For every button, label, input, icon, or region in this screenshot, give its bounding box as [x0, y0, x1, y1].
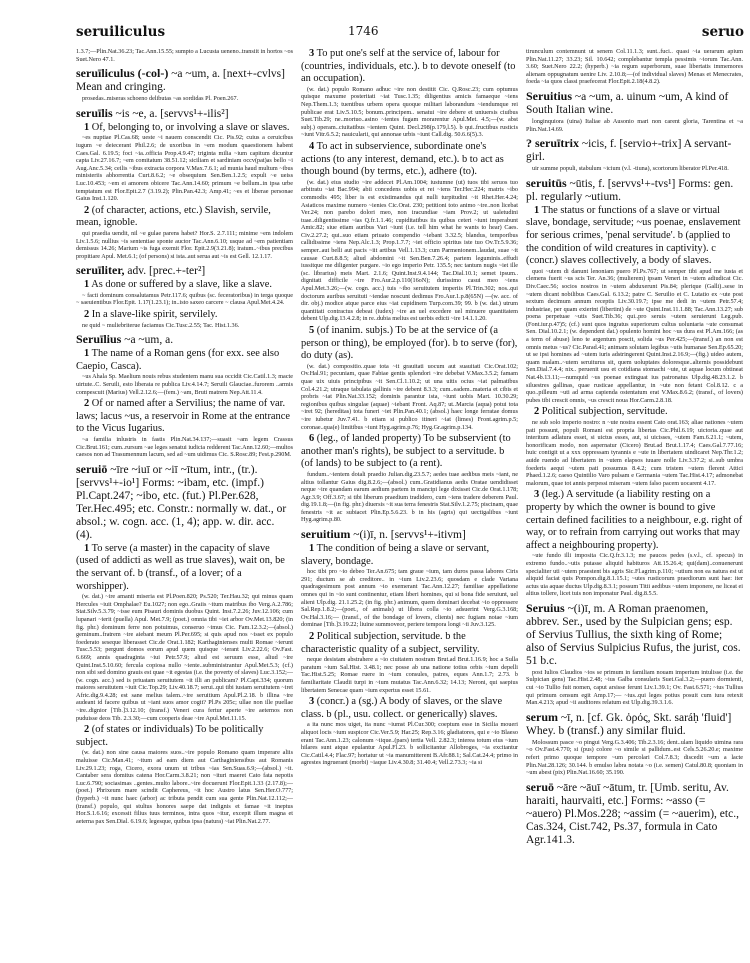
sense-text: The name of a Roman gens (for exx. see also Caepio, Casca).	[76, 348, 280, 372]
citations: quoi ~utem di danunt lenoniam puero Pl.Ps.767; ut semper tibi apud me iusta et clemens fuerit ~us scis Ter. An.36; (mulierem) ipsam Veneri in ~utem adiudicat Cic. Div.Caec.56; socios nostros in ~utem abduxerunt Pis.84; plerique (Galli)..sese in ~utem dicant nobilibus Caes.Gal. 6.13.2; patre C. Seruilio et C. Lutatio ex ~ute post sextum decimum annum receptis Liv.30.19.7; ipse me dedi in ~utem Petr.57.4; industriae, per quam exierint (libertini) de ~ute Quint.Inst.11.1.88; Tac.Ann.13.27; sub poena perpetuae ~utis Suet.Tib.36; qui..pro seruis ~utem seruierunt Leg.pub.(Font.iur.p.47)5; (cf.) sunt quos ingratus superiorum cultus uoluntaria ~ute consumat Sen. Dial.10.2.1; (w. dependent dat.) opulento homini hoc ~us dura est Pl.Am.166; (as a term of abuse) leno te argentum poscit, solida ~us Per.425;—(transf.) an non est omnis metus ~us? Cic.Parad.41; animam solutam legibus ~utis humanae Sen.Ep.65.20; ut se ipsi homines ad ~utem iuris adstringerent Quint.Inst.2.16.9;—(fig.) uideo autem, quam malam..~utem seruiturus sit, quem uoluptates doloresque..alternis possidebunt Sen.Dial.7.4.4; nix.. peruenit usu et cotidiana stomachi ~ute, ut aquae locum obtineat Nat.4b.13.11;—numquid ~us poenae extinguat ius patronatus Ulp.dig.48.23.1.2. b siluestres gallinas, quae rusticae appellantur, in ~ute non fetant Col.8.12. c a quo..pilleum ~uti ad arma capienda ostentatum erat V.Max.8.6.2; (transf., of lovers) pubes tibi crescit omnis, ~us crescit noua Hor.Carm.2.8.18.	[526, 267, 743, 404]
sense-text: (concr.) a (sg.) A body of slaves, or the slave class. b (pl., usu. collect. or generically) slaves.	[301, 696, 503, 720]
entry-headword-line	[526, 90, 743, 117]
headword: Seruīlius	[76, 332, 122, 347]
sense-number: 2	[534, 406, 540, 418]
citations: (w. dat.) eius studio ~ire addecet Pl.Am.1004; iustumne (ut) tuos tibi seruos tuo arbitratu ~iat Bac.994; abii concedens uobis et rei ~iens Ter.Hec.224; matris ~ibo commodis 495; liber is est existimandus qui nulli turpitudini ~it Rhet.Her.4.24; Asiaticos maxime numero ~ienies Cic.Orat. 230; petitioni toto animo ~ire..non licebat Ver.24; non parebo dolori meo, non iracundiae ~iam Prov.2; ut ualetudini tuae..diligentissime ~ias Q.fr.1.1.46; cupiditatibus iis quibus ceteri ~iunt imperabunt Amic.82; siue etiam auribus Vari ~iunt (i.e. tell him what he wants to hear) Caes. Civ.2.27.2; qui..suo etiam priuato compendio ~iebant 3.32.5; blandus, temporibus callidissime ~iens Nep.Alc.1.3; Prop.1.7.7; ~iet officio spiritus iste tuo Ov.Tr.5.9.36; semper..aut belli aut pacis ~iit artibus Vell.1.13.3; cum Parmenionem..laudat, suae ~it causae Curt.8.8.5; aliud abdomini ~it Sen.Ben.7.26.4; partem leguminis..effudi iussitque me diligenter purgare. ~io ego imperio Petr. 135.5; nec tantum nugis ~iet ille (sc. librarius) meis Mart. 2.1.6; Quint.Inst.9.4.144; Tac.Dial.10.1; semet ipsum.. dignitati difficile ~ire Fro.Aur.2.p.110(16oN); durissimo casui meo ~iens Apul.Met.3.26;—(w. cogn. acc.) tuis ~ibo seruitutem imperiis Pl.Trin.302; nos..qui doctorum auribus seruituti ~iendae noscunt dedimus Fro.Aur.1.p.8(65N) —(w. acc. of dir. obj.) modice atque parce eius ~iat cupidinem Turp.com.39; 99. b (w. dat.) utrum quantitati contractus debeat (iudex) ~ire an uel excedere uel minuere quantitatem debent Ulp.dig.13.4.2.8; in re..dubia melius est uerbis edicti ~ire 14.1.1.20.	[301, 178, 518, 323]
entry-headword-line	[526, 711, 743, 738]
citations: ~es nuptiae Pl.Cas.68; ueste ~i nauem conscendit Cic. Pis.92; cuius a ceruicibus iugum ~e deiecerant Phil.2.6; de uxoribus in ~em modum quaestionem habent Caes.Gal. 6.19.5; foci ~ia..officia Prop.4.9.47; triginta milia ~ium capitum dicuntur capta Liv.27.16.7; ~em comitatum 38.51.12; siciliam et sardiniam occv(pat)as bello ~i Aug.Anc.5.34; ceilis ~ibus extracta corpora V.Max.7.6.1; ad munia haud multum ~ibus ministeriis abhorrentia Curt.8.6.2; ~e obsequium Sen.Ben.1.2.5; expuli ~e ueiss Luc.10.453; ~em ei amorem obicere Tac.Ann.14.60; primum ~e bellum..in ipsa urbe temptatum est Flor.Epit.2.7 (3.19.2); Plin.Pan.42.3; Amp.41; ~es et liberae personae Gaius Inst.1.120.	[76, 134, 293, 203]
citations: ne sub solo imperio nostro: n ~ute nostra essent Cato orat.163; aliae nationes ~utem pati possunt, populi Romani est propria libertas Cic.Phil.6.19; uictoria..quae aut interitum adlatura esset, si uictus esses, aut, si uicisses, ~utem Fam.6.21.1; ~utem, honorificam modo, non aspernatur (Cicero) Brut.ad Brut.1.17.4; Caes.Gal.7.77.16; huic contigit ut a xxx oppressam tyrannis e ~ute in libertatem uindicaret Nep.Thr.1.2; auide ruendo ad libertatem in ~utem elapsos iuuare nolle Liv.3.37.2; si..sub umbra foederis aequi ~utem pati possumus 8.4.2; cum tristem ~utem flerent Attici Phaed.1.2.6; caeso Quintilio Varo pulsam e Germania ~utem Tac.Hist.4.17; admonebat malorum, quae tot annis perpessi miseram ~utem falso pacem uocarent 4.17.	[526, 419, 743, 487]
headword-grammar: ~is ~e, a. [servvs¹+-ilis²]	[112, 107, 229, 120]
sense-text: (of states or individuals) To be politically subject.	[76, 724, 264, 748]
citations: uir summe populi, stabulum ~icium (v.l. -tiuna), scortorum liberator Pl.Per.418.	[532, 165, 729, 173]
sense-definition	[301, 141, 518, 179]
sense-number: 2	[84, 724, 90, 736]
sense-number: 1	[84, 348, 90, 360]
sense-definition	[76, 279, 293, 292]
sense-definition	[301, 696, 518, 721]
sense-number: 6	[309, 433, 315, 445]
header-last-word: seruo	[701, 24, 744, 40]
citations: (w. dat.) ~ire amanti miseria est Pl.Poen.820; Ps.520; Ter.Hau.32; qui minus quam Hercules ~iuit Omphalae? Eu.1027; non ego..Graiis ~itum matribus ibo Verg.A.2.786; Stat.Silv.5.3.79; ~isse eum Pisauri dominis duobus Quint. Inst.7.2.26; Juv.12.106; cum lupanari ~ierit (puella) Apul. Met.7.9; (poet.) omnia tibi ~iet arbor Ov.Met.13.820; (in fig. phr.) dominum ferre non potuimus, conseruo ~imus Cic. Fam.12.3.2;—(absol.) geminum..fratrem ~ire aiebant meum Pl.Per.695; si quis apud nos ~isset ex populo foederato seseque liberasset Cic.de Orat.1.182; Karthaginienses multi Romae ~ierunt Tusc.5.53; pergunt domos eorum apud quem quisque ~ierant Liv.2.22.6; Ov.Fast. 6.669; annis quadraginta ~iui Petr.57.9; aliud est seruum esse, aliud ~ire Quint.Inst.5.10.60; fercula copiosa nullo ~iente..subministrantur Apul.Met.5.3; (cf.) non sibi sed domino grauis est quae ~it egestas (i.e. the poverty of slaves) Luc.3.152;—(w. cogn. acc.) sed is priuatam seruitutem ~it illi an publicam? Pl.Capt.334; quorum maiores seruitutem ~iuit Cic.Top.29; Liv.40.18.7; serui..qui tibi iustam seruitutem ~iret Afric.dig.9.4.28; est sane melius talem..~ire seruitium Apul.Pl.2.18. b illina ~ire audeant id facere quibus ut ~iant suos amor cogit? Pl.Ps 205c; ullae non ille puellae ~ire..dignior [Tib.]3.12.10; (transf.) Veneri cura fertur aperte ~ire aeternos non puduisse deos Tib. 2.3.30;—cum cooperis deae ~ire Apul.Met.11.15.	[76, 593, 293, 722]
sense-text: In a slave-like spirit, servilely.	[89, 309, 218, 321]
sense-number: 2	[84, 309, 90, 321]
citations: ~ute fundo illi imposita Cic.Q.fr.3.1.3; me paucos pedes (s.v.l., cf. specus) in extremo fundo..~utis putasse aliquid habituros Att.15.26.4; qui(dam)..conuenerunt specialiter uti ~utem praestent bis agris Sic.Fl.agrim.p.110; ~utium non ea natura est ut aliquid faciat quis Pompon.dig.8.1.15.1; ~utes rusticorum praediorum sunt hae: iter actus uia aquae ductus Ulp.dig.8.3.1; possum Titii aedibus ~utem imponere, ne liceat ei altius tollere, licet tuis non imponatur Paul. dig.8.5.5.	[526, 552, 743, 598]
sense-text: To act in subservience, subordinate one's actions (to any interest, demand, etc.). b to act as though bound (by terms, etc.), adhere (to).	[301, 140, 504, 178]
sense-definition	[76, 724, 293, 749]
column-middle	[301, 48, 518, 848]
sense-text: (leg.) A servitude (a liability resting on a property by which the owner is bound to give certain defined facilities to a neighbour, e.g. right of way, or to refrain from carrying out works that may affect a neighbouring property).	[526, 489, 743, 551]
citations: longinquiora (uina) Italiae ab Ausonio mari non carent gloria, Tarentina et ~a Plin.Nat.14.69.	[526, 117, 743, 133]
headword: seruīliter,	[76, 263, 125, 278]
entry-headword-line	[76, 67, 293, 94]
header-first-word: seruiliculus	[76, 24, 166, 40]
headword: seruiō	[76, 461, 108, 476]
citations: prosedas..miseras schoeno delibutas ~as sordidas Pl. Poen.267.	[82, 95, 239, 103]
sense-number: 2	[84, 398, 90, 410]
headword-grammar: adv. [prec.+-ter²]	[124, 265, 206, 278]
citations: ne quid ~ muliebriterue faciamus Cic.Tusc.2.55; Tac. Hist.1.36.	[82, 321, 240, 329]
headword-grammar: ~(i)ī, n. [servvs¹+-itivm]	[350, 529, 466, 542]
sense-text: Political subjection, servitude. b the characteristic quality of a subject, servility.	[301, 631, 480, 655]
headword-grammar: ~ī, n. [cf. Gk. ὀρός, Skt. saráḥ 'fluid'] Whey. b (transf.) any similar fluid.	[526, 711, 732, 737]
entry-headword-line	[526, 137, 743, 164]
entry-headword-line	[76, 333, 293, 347]
page-number: 1746	[348, 24, 379, 38]
headword-grammar: ~a ~um, a. uinum ~um, A kind of South Italian wine.	[526, 90, 729, 116]
entry-headword-line	[76, 463, 293, 542]
sense-definition	[76, 309, 293, 322]
citations: hoc tibi pro ~io debeo Ter.An.675; tam graue ~ium, tam duros passa labores Ciris 291; ductum se ab creditore.. in ~ium Liv.2.23.6; quosdam e clade Variana quadragesimum post annum ~io exemerant Tac.Ann.12.27; familiae appellatione omnes qui in ~io sunt continentur, etiam liberi homines, qui si bona fide seruiunt, uel alieni Ulp.dig. 21.1.25.2; (in fig. phr.) animum, quem dominari decebat ~io oppressere Sal.Rep.1.8.2;—(poet., of animals) ut libera colla ~io adsuerint Verg.G.3.168; Ov.Hal.3.16;— (transf., of the bondage of lovers, clients) nec fugiam notae ~ium dominae [Tib.]3.19.22; liuine summoveor, periere tempora longi ~ii Juv.3.125.	[301, 568, 518, 629]
sense-number: 5	[309, 325, 315, 336]
citations: 1.3.7;—Plin.Nat.36.23; Tac.Ann.15.55; sumpto a Lucusta ueneno..transiit in hortos ~os Suet.Nero 47.1.	[76, 48, 293, 63]
sense-number: 3	[309, 696, 315, 708]
citations: Molossum pasce ~o pingui Verg.G.3.406; Tib.2.3.16; dent..ulam liquido uimina rara ~o Ov.Fast.4.770; si (pus) colore ~o simile si pallidum..est Cels.5.26.20.e; maxime refert primo quoque tempore ~um percolari Col.7.8.3; discedit ~um a lacte Plin.Nat.28.126; 30.144. b emulso labra notata ~o (i.e. semen) Catul.80.8; quoniam in ~um abest (pix) Plin.Nat.16.60; 35.190.	[526, 738, 743, 777]
sense-definition	[301, 543, 518, 568]
sense-number: 3	[309, 48, 315, 59]
sense-text: As done or suffered by a slave, like a slave.	[89, 279, 272, 291]
citations: qui praedia uendit, nil ~e gulae parens habet? Hor.S. 2.7.111; minime ~em indolem Liv.1.5.6; nullius ~is sententiae sponte auctor Tac.Ann.6.10; usque ad ~em patientiam demissus 14.26; Marium ~is fuga exemit Flor. Epit.2.9(3.21.8); iratum..~ibus precibus propitiare Apul. Met.6.1; (of persons) si ista..aut serua aut ~is est Gell. 12.1.17.	[76, 229, 293, 260]
sense-definition	[526, 205, 743, 268]
columns	[76, 48, 744, 848]
sense-definition	[76, 543, 293, 593]
sense-definition	[76, 122, 293, 135]
sense-definition	[301, 433, 518, 471]
citations: ~us Ahala Sp. Maelium nouis rebus studentem manu sua occidit Cic.Catil.1.3; macte uirtute..C. Seruili, esto liberata re publica Liv.4.14.7; Seruili Glauciae..furorem ..armis compescuit (Marius) Vell.2.12.6;—(fem.) ~am, Bruti matrem Nep.Att.11.4.	[76, 373, 293, 396]
column-left	[76, 48, 293, 848]
entry-headword-line	[526, 781, 743, 847]
sense-text: (of character, actions, etc.) Slavish, servile, mean, ignoble.	[76, 204, 271, 229]
headword: seruō	[526, 779, 554, 794]
sense-definition	[526, 489, 743, 552]
headword-grammar: ~a ~um, a. [next+-cvlvs] Mean and cringing.	[76, 68, 285, 94]
headword: Seruitius	[526, 88, 573, 103]
sense-definition	[301, 631, 518, 656]
citations: (w. dat.) non sine causa maiores suos..~ire populo Romano quam imperare aliis maluisse Cic.Man.41; ~itum ad eam diem aut Carthaginiensibus aut Romanis Liv.29.1.23; roga, Cicero, exora unum ut tribus ~ias Sen.Suas.6.9;—(absol.) ~it. Cantaber sera domitus catena Hor.Carm.3.8.21; non ~ituri maeret Cato fata nepotis Luc.6.790; sociasimas ..gentes..multo labore..~ire docuerunt Flor.Epit.1.33 (2.17.8);—(poet.) Phrixeum mare scindit Caphereus, ~it hoc Austro latus Sen.Her.O.777; (hyperb.) ~it nunc haec (arbor) ac tributa pendit cum sua gente Plin.Nat.12.112;—(transf.) populo, qui stultus honores saepe dat indignis et famae ~it ineptus Hor.S.1.6.16; excessit filius tuus terminos, intra quos ~itur, excepit illum magna et aeterna pax Sen.Dial. 6.19.6; legesque, quibus ipsa (natura) ~iat Plin.Nat.2.77.	[76, 749, 293, 825]
headword-grammar: ~icis, f. [servio+-trix] A servant-girl.	[526, 138, 732, 164]
headword-grammar: ~ūtis, f. [servvs¹+-tvs¹] Forms: gen. pl. regularly ~utium.	[526, 177, 734, 203]
column-right	[526, 48, 743, 848]
sense-number: 2	[309, 631, 315, 642]
headword-grammar: ~āre ~āuī ~ātum, tr. [Umb. seritu, Av. haraiti, haurvaiti, etc.] Forms: ~asso (= ~auero) Pl.Mos.228; ~assim (= ~auerim), etc., Cas.324, Cist.742, Ps.37, formula in Cato Agr.141.3.	[526, 781, 739, 846]
sense-definition	[76, 205, 293, 230]
headword-grammar: ~(i)ī, m. A Roman praenomen, abbrev. Ser., used by the Sulpician gens; esp. of Servius Tullius, the sixth king of Rome; also of Servius Sulpicius Rufus, the jurist, cos. 51 b.c.	[526, 602, 741, 667]
sense-definition	[301, 48, 518, 86]
entry-headword-line	[76, 107, 293, 121]
sense-number: 1	[534, 204, 540, 216]
sense-text: To serve (a master) in the capacity of slave (used of addicti as well as true slaves), wait on, be the servant of. b (transf., of a lover; of a worshipper).	[76, 542, 285, 592]
sense-number: 1	[84, 542, 90, 554]
headword: seruitūs	[526, 175, 567, 190]
sense-text: Of or named after a Servilius; the name of var. laws; lacus ~us, a reservoir in Rome at the entrance to the Vicus Iugarius.	[76, 398, 290, 435]
citations: tirunculum contemnunt ut senem Col.11.1.3; sunt..fuci.. quasi ~ia uerarum apium Plin.Nat.11.27; 33.23; Sil. 10.642; complebantur templa pessimis ~iorum Tac.Ann. 3.60; Suet.Nero 22.2; (hyperb.) ~ia regum superborum, suae libertatis immemores alienam oppugnatum uenire Liv. 2.10.8;—(of individual slaves) Menas et Menecrates, foeda ~ia quos classi praefecerat Flor.Epit.2.18(4.8.2).	[526, 48, 743, 86]
citations: post Iulios Claudios ~ios se primum in familiam nouam imperium intulisse (i.e. the Sulpician gens) Tac.Hist.2.48; ~ius Galba consularis Suet.Gal.3.2;—puero dormienti, cui ~io Tullio fuit nomen, caput arsisse ferunt Liv.1.39.1; Ov. Fast.6.571; ~ius Tullius qui primum censum egit Amp.17;— ~ius..qui leges potius posuit cum iura retexit Man.4.213; apud ~ii auditores relatum est Ulp.dig.39.3.1.6.	[526, 668, 743, 707]
headword-grammar: ~īre ~iuī or ~iī ~ītum, intr., (tr.). [servvs¹+-io¹] Forms: ~ibam, etc. (impf.) Pl.Capt.247; ~ibo, etc. (fut.) Pl.Per.628, Ter.Hec.495; etc. Constr.: normally w. dat., or absol.; w. cogn. acc. (1, 4); app. w. dir. acc. (4).	[76, 463, 287, 541]
headword: ? seruītrix	[526, 136, 579, 151]
sense-text: The status or functions of a slave or virtual slave, bondage, servitude; ~us poenae, enslavement for serious crimes, 'penal servitude'. b (applied to the condition of wild creatures in captivity). c (concr.) slaves collectively, a body of slaves.	[526, 204, 741, 267]
headword: seruīliculus (-col-)	[76, 66, 169, 81]
entry-headword-line	[76, 264, 293, 278]
sense-definition	[301, 325, 518, 363]
sense-text: Political subjection, servitude.	[539, 406, 668, 418]
citations: ~ facti dominum consalutamus Petr.117.6; quibus (sc. feceratoribus) in terga quoque ~ saeuientibus Flor.Epit. 1.17(1.23.1); in..isto saxeo carcere ~ clausa Apul.Met.4.24.	[76, 291, 293, 307]
sense-number: 1	[84, 121, 90, 133]
headword-grammar: ~a ~um, a.	[121, 334, 174, 347]
entry-headword-line	[526, 177, 743, 204]
headword: seruīlis	[76, 105, 113, 120]
sense-number: 1	[84, 279, 90, 291]
entry-headword-line	[526, 602, 743, 668]
headword: seruitium	[301, 527, 351, 542]
sense-text: (of inanim. subjs.) To be at the service of (a person or thing), be employed (for). b to serve (for), do duty (as).	[301, 325, 518, 362]
sense-number: 3	[534, 489, 540, 501]
sense-number: 1	[309, 543, 315, 555]
citations: ~a familia inlustris in fastis Plin.Nat.34.137;—suasit ~am legem Crassus Cic.Brut.161; cum..rursum ~ae leges senatui iudicia redderent Tac.Ann.12.60;—multos caesos non ad Trasumennum lacum, sed ad ~um uidimus Cic. S.Rosc.89; Fest.p.290M.	[76, 436, 293, 459]
sense-number: 4	[309, 140, 315, 152]
citations: (w. dat.) compositio..quae tota ~it grauitati uocum aut suauitati Cic.Orat.102; Ov.Hal.91; pecuniam, quae Fabiae gentis splendori ~ire debebat V.Max.3.5.2; famam quae uix uiuis principibus ~it Sen.Cl.1.10.2; ut una uitis ocius ~iat palmatibus Col.4.21.2; utraque tabulata gallinis ~ire debent 8.3.3; cum..eadem..materia et cibis et probris ~iat Plin.Nat.33.152; dominis parantur ista, ~iunt uobis Mart. 10.30.29; regionibus quibus singulae (aquae) ~iebant Front. Aq.87; ut..Marcia (aqua) potui tota ~iret 92; (hereditas) tota funeri ~iet Plin.Pan.40.1; (absol.) haec longe ferratae domus ~ire iubetur Juv.7.41. b etiam si publico itineri ~iat (limes) Front.agrim.p.5; coronae..qua(e) limitibus ~iunt Hyg.agrim.p.76; Hyg.Gr.agrim.p.134.	[301, 362, 518, 431]
sense-number: 2	[84, 204, 90, 216]
sense-text: To put one's self at the service of, labour for (countries, individuals, etc.). b to devote oneself (to an occupation).	[301, 48, 516, 85]
sense-definition	[76, 348, 293, 373]
headword: serum	[526, 709, 558, 724]
citations: a ita nunc mos uiget, ita nunc ~iumst Pl.Cur.300; coeptum esse in Sicilia moueri aliquot locis ~ium suspicor Cic.Ver.5.9; Har.25; Rep.3.16; gladiatores, qui e ~io Blaeso erant Tac.Ann.1.23; calonum ~iique..(pars) tertia Vell. 2.82.3; interea totum eius ~ium hilares sunt atque epulantur Apul.Fl.23. b sollicitantur Allobroges, ~ia excitantur Cic.Catil.4.4; Flac.97; hortatur ut ~ia manumitterent B.Afr.88.1; Sal.Cat.24.4; primo in agrestes ingruerant (morbi) ~iaque Liv.4.30.8; 31.40.4; Vell.2.73.3; ~ia si	[301, 721, 518, 767]
headword: Seruius	[526, 600, 565, 615]
citations: fundum..~ientem dotali praedio Julian.dig.23.5.7; aedes tuae aedibus meis ~iant, ne altius tollantur Gaius dig.8.2.6;—(absol.) cum..Gratidianus aedis Oratae uendidisset neque ~ire quandam earum aedium partem in mancipi lege dixisset Cic.de Orat.1.178; Agr.3.9; Off.3.67; si tibi liberum praedium tradidero, cum ~iens tradere deberem Paul. dig.19.1.8;—(in fig. phr.) diuersis ~it sua terra fenestris Stat.Silv.1.2.75; piscinam, quae fenestris ~it ac subiacet Plin.Ep.5.6.23. b in his (agris) qui uectigalibus ~iunt Hyg.agrim.p.80.	[301, 470, 518, 524]
citations: (w. dat.) populo Romano adhuc ~ire non destitit Cic. Q.Rosc.23; cum optumus quisque maxume posteritati ~iat Tusc.1.35; diligentius amicis famaeque ~iens Nep.Them.1.3; tuentibus urbem opera quoque militari laborandum ~iendumque rei publicae erat Liv.5.10.5; bonum..principem.. senatui ~ire debere et uniuersis ciuibus Suet.Tib.29; ne..mortuo..asino ~ientes fugam morarentur Apul.Met. 4.5;—(w. abst subj.) operam..ciuitatibus ~ientem Quint. Decl.298(p.179,l.5). b qui..fructibus rusticis ~iunt Vitr.6.5.2; nauicularii, qui annonae urbis ~iunt Call.dig. 50.6.6(5).3.	[301, 85, 518, 139]
sense-text: The condition of being a slave or servant, slavery, bondage.	[301, 543, 490, 567]
sense-text: Of, belonging to, or involving a slave or slaves.	[89, 121, 290, 133]
entry-headword-line	[301, 528, 518, 542]
running-header	[76, 24, 750, 44]
citations: neque desistam abstrahere a ~io ciuitatem nostram Brut.ad Brut.1.16.9; hoc a Sulla paratum ~ium Sal.Hist. 3.48.1; nec posse ab una natione totius orbis ~ium depelli Tac.Hist.5.25; Romae ruere in ~ium consules, patres, eques Ann.1.7; 2.73. b familiaritate Claudii turpi in ~ium mutatus Tac.Ann.6.32; 14.13; Neroni, qui saepius libertatem Senecae quam ~ium expertus esset 15.61.	[301, 656, 518, 694]
sense-definition	[526, 406, 743, 419]
sense-definition	[76, 398, 293, 436]
sense-text: (leg., of landed property) To be subservient (to another man's rights), be subject to a servitude. b (of lands) to be subject to (a rent).	[301, 433, 511, 470]
